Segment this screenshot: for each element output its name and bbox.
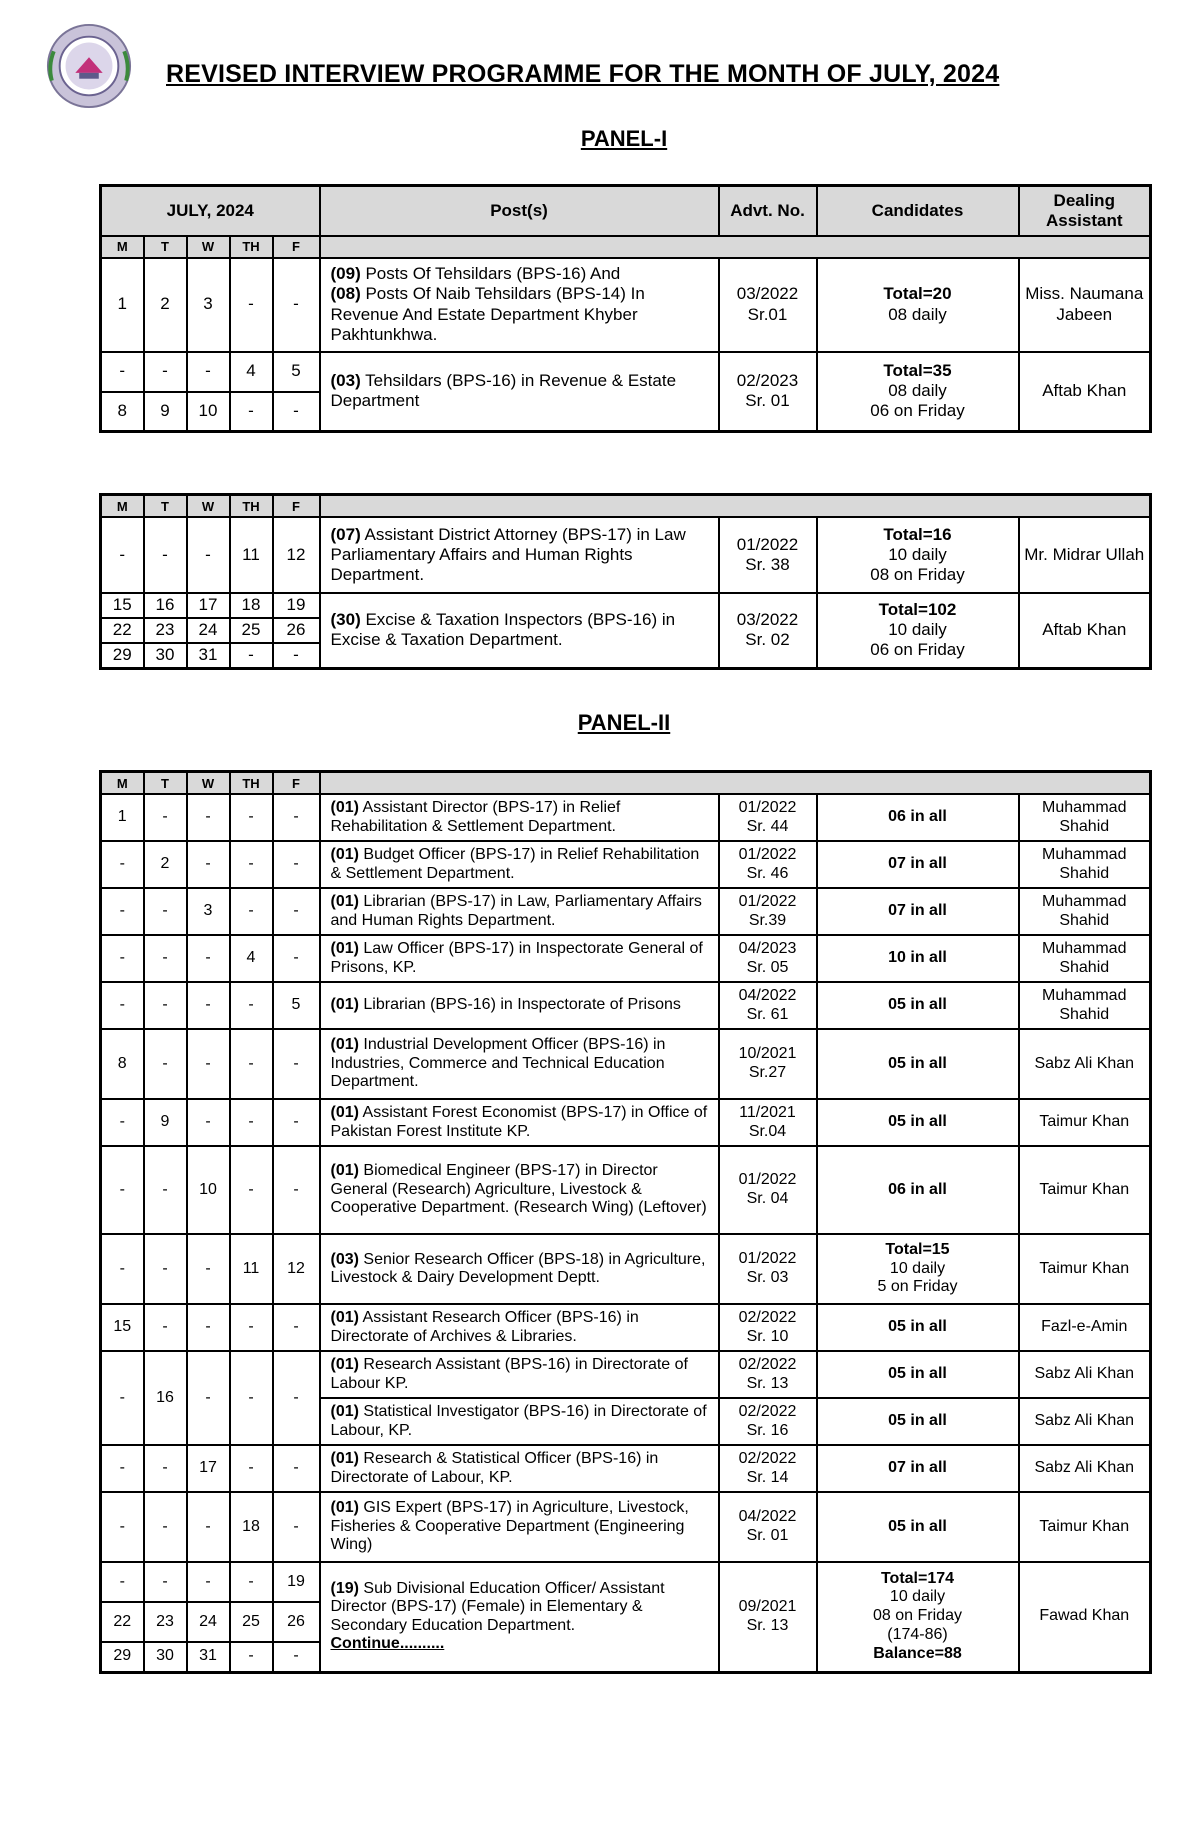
date-cell: - bbox=[187, 1492, 230, 1562]
date-cell: - bbox=[230, 1642, 273, 1672]
table-row bbox=[101, 841, 1151, 888]
dealing-cell: Fazl-e-Amin bbox=[1019, 1304, 1151, 1351]
date-cell: 31 bbox=[187, 643, 230, 668]
table-row bbox=[101, 888, 1151, 935]
date-cell: - bbox=[273, 258, 320, 352]
dealing-cell: Taimur Khan bbox=[1019, 1146, 1151, 1234]
date-cell: - bbox=[101, 888, 144, 935]
candidates-cell: 05 in all bbox=[817, 1304, 1019, 1351]
date-cell: - bbox=[101, 982, 144, 1029]
dealing-cell: Taimur Khan bbox=[1019, 1492, 1151, 1562]
date-cell: 3 bbox=[187, 258, 230, 352]
date-cell: 22 bbox=[101, 1602, 144, 1642]
day-label: T bbox=[144, 772, 187, 795]
day-label: T bbox=[144, 236, 187, 258]
date-cell: 8 bbox=[101, 1029, 144, 1099]
advt-cell: 02/2022 Sr. 14 bbox=[719, 1445, 817, 1492]
post-cell: (01) Librarian (BPS-17) in Law, Parliamentary Affairs and Human Rights Department. bbox=[320, 888, 719, 935]
date-cell: - bbox=[144, 517, 187, 593]
post-cell: (01) Research & Statistical Officer (BPS-16) in Directorate of Labour, KP. bbox=[320, 1445, 719, 1492]
date-cell: - bbox=[187, 352, 230, 392]
dealing-cell: Muhammad Shahid bbox=[1019, 888, 1151, 935]
advt-cell: 01/2022 Sr. 38 bbox=[719, 517, 817, 593]
candidates-cell: 06 in all bbox=[817, 1146, 1019, 1234]
date-cell: 24 bbox=[187, 1602, 230, 1642]
date-cell: - bbox=[273, 643, 320, 668]
date-cell: - bbox=[144, 1562, 187, 1602]
date-cell: - bbox=[230, 1304, 273, 1351]
date-cell: - bbox=[230, 1351, 273, 1445]
date-cell: 29 bbox=[101, 1642, 144, 1672]
date-cell: 30 bbox=[144, 643, 187, 668]
date-cell: - bbox=[273, 1642, 320, 1672]
date-cell: 4 bbox=[230, 935, 273, 982]
date-cell: 16 bbox=[144, 593, 187, 618]
dealing-cell: Aftab Khan bbox=[1019, 593, 1151, 668]
table-row bbox=[101, 1562, 1151, 1602]
dealing-cell: Sabz Ali Khan bbox=[1019, 1029, 1151, 1099]
date-cell: - bbox=[187, 935, 230, 982]
table-row bbox=[101, 593, 1151, 618]
date-cell: 23 bbox=[144, 618, 187, 643]
dealing-cell: Muhammad Shahid bbox=[1019, 794, 1151, 841]
candidates-cell: Total=102 10 daily 06 on Friday bbox=[817, 593, 1019, 668]
page-title: REVISED INTERVIEW PROGRAMME FOR THE MONTH OF JULY, 2024 bbox=[166, 60, 1000, 88]
date-cell: - bbox=[230, 841, 273, 888]
post-cell: (01) GIS Expert (BPS-17) in Agriculture, Livestock, Fisheries & Cooperative Department (Engineering Wing) bbox=[320, 1492, 719, 1562]
dealing-cell: Sabz Ali Khan bbox=[1019, 1445, 1151, 1492]
advt-cell: 11/2021 Sr.04 bbox=[719, 1099, 817, 1146]
candidates-cell: Total=15 10 daily 5 on Friday bbox=[817, 1234, 1019, 1304]
dealing-cell: Miss. Naumana Jabeen bbox=[1019, 258, 1151, 352]
candidates-cell: Total=174 10 daily 08 on Friday (174-86) Balance=88 bbox=[817, 1562, 1019, 1672]
date-cell: - bbox=[230, 258, 273, 352]
date-cell: 17 bbox=[187, 1445, 230, 1492]
date-cell: - bbox=[144, 352, 187, 392]
date-cell: - bbox=[230, 1099, 273, 1146]
post-cell: (03) Senior Research Officer (BPS-18) in Agriculture, Livestock & Dairy Development Deptt. bbox=[320, 1234, 719, 1304]
post-cell: (01) Law Officer (BPS-17) in Inspectorate General of Prisons, KP. bbox=[320, 935, 719, 982]
candidates-cell: 05 in all bbox=[817, 1099, 1019, 1146]
date-cell: - bbox=[187, 1562, 230, 1602]
date-cell: 29 bbox=[101, 643, 144, 668]
date-cell: - bbox=[101, 1234, 144, 1304]
panel-2-table bbox=[99, 770, 1152, 1674]
date-cell: 25 bbox=[230, 618, 273, 643]
date-cell: - bbox=[273, 1146, 320, 1234]
candidates-header: Candidates bbox=[817, 186, 1019, 236]
continue-label: Continue.......... bbox=[330, 1635, 445, 1653]
date-cell: - bbox=[187, 1099, 230, 1146]
date-cell: 10 bbox=[187, 392, 230, 432]
date-cell: 11 bbox=[230, 517, 273, 593]
date-cell: - bbox=[101, 1099, 144, 1146]
advt-cell: 01/2022 Sr.39 bbox=[719, 888, 817, 935]
date-cell: 8 bbox=[101, 392, 144, 432]
advt-cell: 02/2022 Sr. 13 bbox=[719, 1351, 817, 1398]
date-cell: 15 bbox=[101, 593, 144, 618]
dealing-cell: Fawad Khan bbox=[1019, 1562, 1151, 1672]
table-row bbox=[101, 1234, 1151, 1304]
post-cell: (01) Biomedical Engineer (BPS-17) in Director General (Research) Agriculture, Livestock & Cooperative Department. (Research Wing) (Leftover) bbox=[320, 1146, 719, 1234]
date-cell: - bbox=[230, 982, 273, 1029]
date-cell: - bbox=[144, 1445, 187, 1492]
day-label: TH bbox=[230, 236, 273, 258]
panel-2-title: PANEL-II bbox=[577, 710, 671, 735]
date-cell: - bbox=[273, 935, 320, 982]
date-cell: - bbox=[230, 1029, 273, 1099]
month-header: JULY, 2024 bbox=[101, 186, 320, 236]
table-row bbox=[101, 794, 1151, 841]
table-row bbox=[101, 258, 1151, 352]
date-cell: 4 bbox=[230, 352, 273, 392]
date-cell: - bbox=[273, 1099, 320, 1146]
date-cell: - bbox=[187, 1304, 230, 1351]
date-cell: 2 bbox=[144, 258, 187, 352]
dealing-cell: Muhammad Shahid bbox=[1019, 935, 1151, 982]
advt-cell: 02/2022 Sr. 16 bbox=[719, 1398, 817, 1445]
dealing-cell: Taimur Khan bbox=[1019, 1234, 1151, 1304]
table-row bbox=[101, 1029, 1151, 1099]
post-cell: (09) Posts Of Tehsildars (BPS-16) And (08) Posts Of Naib Tehsildars (BPS-14) In Revenue And Estate Department Khyber Pakhtunkhwa. bbox=[320, 258, 719, 352]
date-cell: - bbox=[144, 1029, 187, 1099]
date-cell: - bbox=[101, 841, 144, 888]
advt-cell: 10/2021 Sr.27 bbox=[719, 1029, 817, 1099]
day-label: W bbox=[187, 495, 230, 518]
day-label: T bbox=[144, 495, 187, 518]
date-cell: - bbox=[101, 1351, 144, 1445]
table-row bbox=[101, 1099, 1151, 1146]
post-cell: (01) Statistical Investigator (BPS-16) in Directorate of Labour, KP. bbox=[320, 1398, 719, 1445]
date-cell: 15 bbox=[101, 1304, 144, 1351]
table-row bbox=[101, 352, 1151, 392]
date-cell: - bbox=[101, 1445, 144, 1492]
day-label: M bbox=[101, 772, 144, 795]
date-cell: 3 bbox=[187, 888, 230, 935]
date-cell: - bbox=[101, 1146, 144, 1234]
date-cell: 5 bbox=[273, 352, 320, 392]
date-cell: - bbox=[144, 1234, 187, 1304]
advt-cell: 04/2022 Sr. 01 bbox=[719, 1492, 817, 1562]
date-cell: - bbox=[230, 392, 273, 432]
date-cell: 5 bbox=[273, 982, 320, 1029]
date-cell: 17 bbox=[187, 593, 230, 618]
post-cell: (19) Sub Divisional Education Officer/ Assistant Director (BPS-17) (Female) in Elementary & Secondary Education Department. Continue.......... bbox=[320, 1562, 719, 1672]
post-cell: (30) Excise & Taxation Inspectors (BPS-16) in Excise & Taxation Department. bbox=[320, 593, 719, 668]
table-row bbox=[101, 1445, 1151, 1492]
date-cell: - bbox=[273, 1492, 320, 1562]
candidates-cell: Total=20 08 daily bbox=[817, 258, 1019, 352]
date-cell: - bbox=[230, 1445, 273, 1492]
candidates-cell: Total=16 10 daily 08 on Friday bbox=[817, 517, 1019, 593]
date-cell: - bbox=[101, 517, 144, 593]
post-cell: (01) Industrial Development Officer (BPS-16) in Industries, Commerce and Technical Education Department. bbox=[320, 1029, 719, 1099]
table-row bbox=[101, 1146, 1151, 1234]
table-row bbox=[101, 1492, 1151, 1562]
day-label: W bbox=[187, 772, 230, 795]
table-row bbox=[101, 1351, 1151, 1398]
candidates-cell: 05 in all bbox=[817, 1492, 1019, 1562]
day-label: TH bbox=[230, 772, 273, 795]
date-cell: - bbox=[273, 1304, 320, 1351]
date-cell: - bbox=[230, 1146, 273, 1234]
candidates-cell: 05 in all bbox=[817, 1398, 1019, 1445]
post-cell: (07) Assistant District Attorney (BPS-17) in Law Parliamentary Affairs and Human Rights Department. bbox=[320, 517, 719, 593]
candidates-cell: 10 in all bbox=[817, 935, 1019, 982]
advt-cell: 02/2022 Sr. 10 bbox=[719, 1304, 817, 1351]
date-cell: - bbox=[273, 888, 320, 935]
commission-logo bbox=[40, 22, 138, 110]
date-cell: 19 bbox=[273, 593, 320, 618]
post-cell: (01) Assistant Forest Economist (BPS-17) in Office of Pakistan Forest Institute KP. bbox=[320, 1099, 719, 1146]
date-cell: - bbox=[144, 794, 187, 841]
date-cell: - bbox=[144, 888, 187, 935]
date-cell: 1 bbox=[101, 258, 144, 352]
date-cell: 18 bbox=[230, 593, 273, 618]
date-cell: 19 bbox=[273, 1562, 320, 1602]
date-cell: - bbox=[144, 1492, 187, 1562]
candidates-cell: 05 in all bbox=[817, 1029, 1019, 1099]
date-cell: - bbox=[273, 392, 320, 432]
date-cell: 24 bbox=[187, 618, 230, 643]
post-cell: (03) Tehsildars (BPS-16) in Revenue & Estate Department bbox=[320, 352, 719, 432]
date-cell: 10 bbox=[187, 1146, 230, 1234]
date-cell: 1 bbox=[101, 794, 144, 841]
date-cell: 9 bbox=[144, 392, 187, 432]
panel-1-table-a bbox=[99, 184, 1152, 433]
date-cell: 25 bbox=[230, 1602, 273, 1642]
table-row bbox=[101, 1304, 1151, 1351]
date-cell: - bbox=[101, 1562, 144, 1602]
advt-cell: 02/2023 Sr. 01 bbox=[719, 352, 817, 432]
date-cell: - bbox=[230, 794, 273, 841]
date-cell: 31 bbox=[187, 1642, 230, 1672]
date-cell: 30 bbox=[144, 1642, 187, 1672]
candidates-cell: 05 in all bbox=[817, 982, 1019, 1029]
post-cell: (01) Assistant Director (BPS-17) in Relief Rehabilitation & Settlement Department. bbox=[320, 794, 719, 841]
date-cell: - bbox=[187, 517, 230, 593]
date-cell: 26 bbox=[273, 1602, 320, 1642]
date-cell: - bbox=[144, 935, 187, 982]
date-cell: - bbox=[273, 1445, 320, 1492]
dealing-header: Dealing Assistant bbox=[1019, 186, 1151, 236]
day-label: M bbox=[101, 236, 144, 258]
date-cell: 18 bbox=[230, 1492, 273, 1562]
date-cell: - bbox=[187, 794, 230, 841]
advt-cell: 01/2022 Sr. 44 bbox=[719, 794, 817, 841]
post-cell: (01) Librarian (BPS-16) in Inspectorate of Prisons bbox=[320, 982, 719, 1029]
advt-cell: 01/2022 Sr. 04 bbox=[719, 1146, 817, 1234]
post-cell: (01) Budget Officer (BPS-17) in Relief Rehabilitation & Settlement Department. bbox=[320, 841, 719, 888]
candidates-cell: Total=35 08 daily 06 on Friday bbox=[817, 352, 1019, 432]
date-cell: 23 bbox=[144, 1602, 187, 1642]
date-cell: - bbox=[187, 1029, 230, 1099]
day-label: W bbox=[187, 236, 230, 258]
date-cell: - bbox=[187, 982, 230, 1029]
date-cell: - bbox=[273, 794, 320, 841]
advt-cell: 03/2022 Sr.01 bbox=[719, 258, 817, 352]
date-cell: 12 bbox=[273, 517, 320, 593]
date-cell: - bbox=[230, 643, 273, 668]
table-row bbox=[101, 982, 1151, 1029]
dealing-cell: Sabz Ali Khan bbox=[1019, 1351, 1151, 1398]
date-cell: 9 bbox=[144, 1099, 187, 1146]
date-cell: 12 bbox=[273, 1234, 320, 1304]
candidates-cell: 07 in all bbox=[817, 888, 1019, 935]
table-row bbox=[101, 935, 1151, 982]
date-cell: - bbox=[144, 982, 187, 1029]
candidates-cell: 06 in all bbox=[817, 794, 1019, 841]
date-cell: - bbox=[101, 935, 144, 982]
date-cell: - bbox=[187, 841, 230, 888]
date-cell: - bbox=[144, 1146, 187, 1234]
advt-cell: 04/2023 Sr. 05 bbox=[719, 935, 817, 982]
day-label: M bbox=[101, 495, 144, 518]
panel-1-title: PANEL-I bbox=[580, 126, 668, 151]
date-cell: - bbox=[187, 1351, 230, 1445]
date-cell: - bbox=[230, 888, 273, 935]
date-cell: - bbox=[273, 1029, 320, 1099]
advt-cell: 09/2021 Sr. 13 bbox=[719, 1562, 817, 1672]
date-cell: - bbox=[144, 1304, 187, 1351]
date-cell: - bbox=[230, 1562, 273, 1602]
day-label: F bbox=[273, 772, 320, 795]
candidates-cell: 07 in all bbox=[817, 841, 1019, 888]
table-row bbox=[101, 517, 1151, 593]
post-cell: (01) Assistant Research Officer (BPS-16) in Directorate of Archives & Libraries. bbox=[320, 1304, 719, 1351]
dealing-cell: Mr. Midrar Ullah bbox=[1019, 517, 1151, 593]
day-label: F bbox=[273, 495, 320, 518]
candidates-cell: 05 in all bbox=[817, 1351, 1019, 1398]
date-cell: - bbox=[101, 352, 144, 392]
advt-cell: 01/2022 Sr. 03 bbox=[719, 1234, 817, 1304]
advt-cell: 03/2022 Sr. 02 bbox=[719, 593, 817, 668]
date-cell: - bbox=[273, 841, 320, 888]
dealing-cell: Muhammad Shahid bbox=[1019, 982, 1151, 1029]
dealing-cell: Muhammad Shahid bbox=[1019, 841, 1151, 888]
date-cell: 26 bbox=[273, 618, 320, 643]
date-cell: - bbox=[187, 1234, 230, 1304]
day-label: F bbox=[273, 236, 320, 258]
day-label: TH bbox=[230, 495, 273, 518]
date-cell: 16 bbox=[144, 1351, 187, 1445]
panel-1-table-b bbox=[99, 493, 1152, 670]
candidates-cell: 07 in all bbox=[817, 1445, 1019, 1492]
dealing-cell: Taimur Khan bbox=[1019, 1099, 1151, 1146]
advt-cell: 04/2022 Sr. 61 bbox=[719, 982, 817, 1029]
post-cell: (01) Research Assistant (BPS-16) in Directorate of Labour KP. bbox=[320, 1351, 719, 1398]
date-cell: 22 bbox=[101, 618, 144, 643]
date-cell: - bbox=[101, 1492, 144, 1562]
posts-header: Post(s) bbox=[320, 186, 719, 236]
date-cell: 11 bbox=[230, 1234, 273, 1304]
date-cell: - bbox=[273, 1351, 320, 1445]
dealing-cell: Aftab Khan bbox=[1019, 352, 1151, 432]
advt-header: Advt. No. bbox=[719, 186, 817, 236]
date-cell: 2 bbox=[144, 841, 187, 888]
dealing-cell: Sabz Ali Khan bbox=[1019, 1398, 1151, 1445]
advt-cell: 01/2022 Sr. 46 bbox=[719, 841, 817, 888]
